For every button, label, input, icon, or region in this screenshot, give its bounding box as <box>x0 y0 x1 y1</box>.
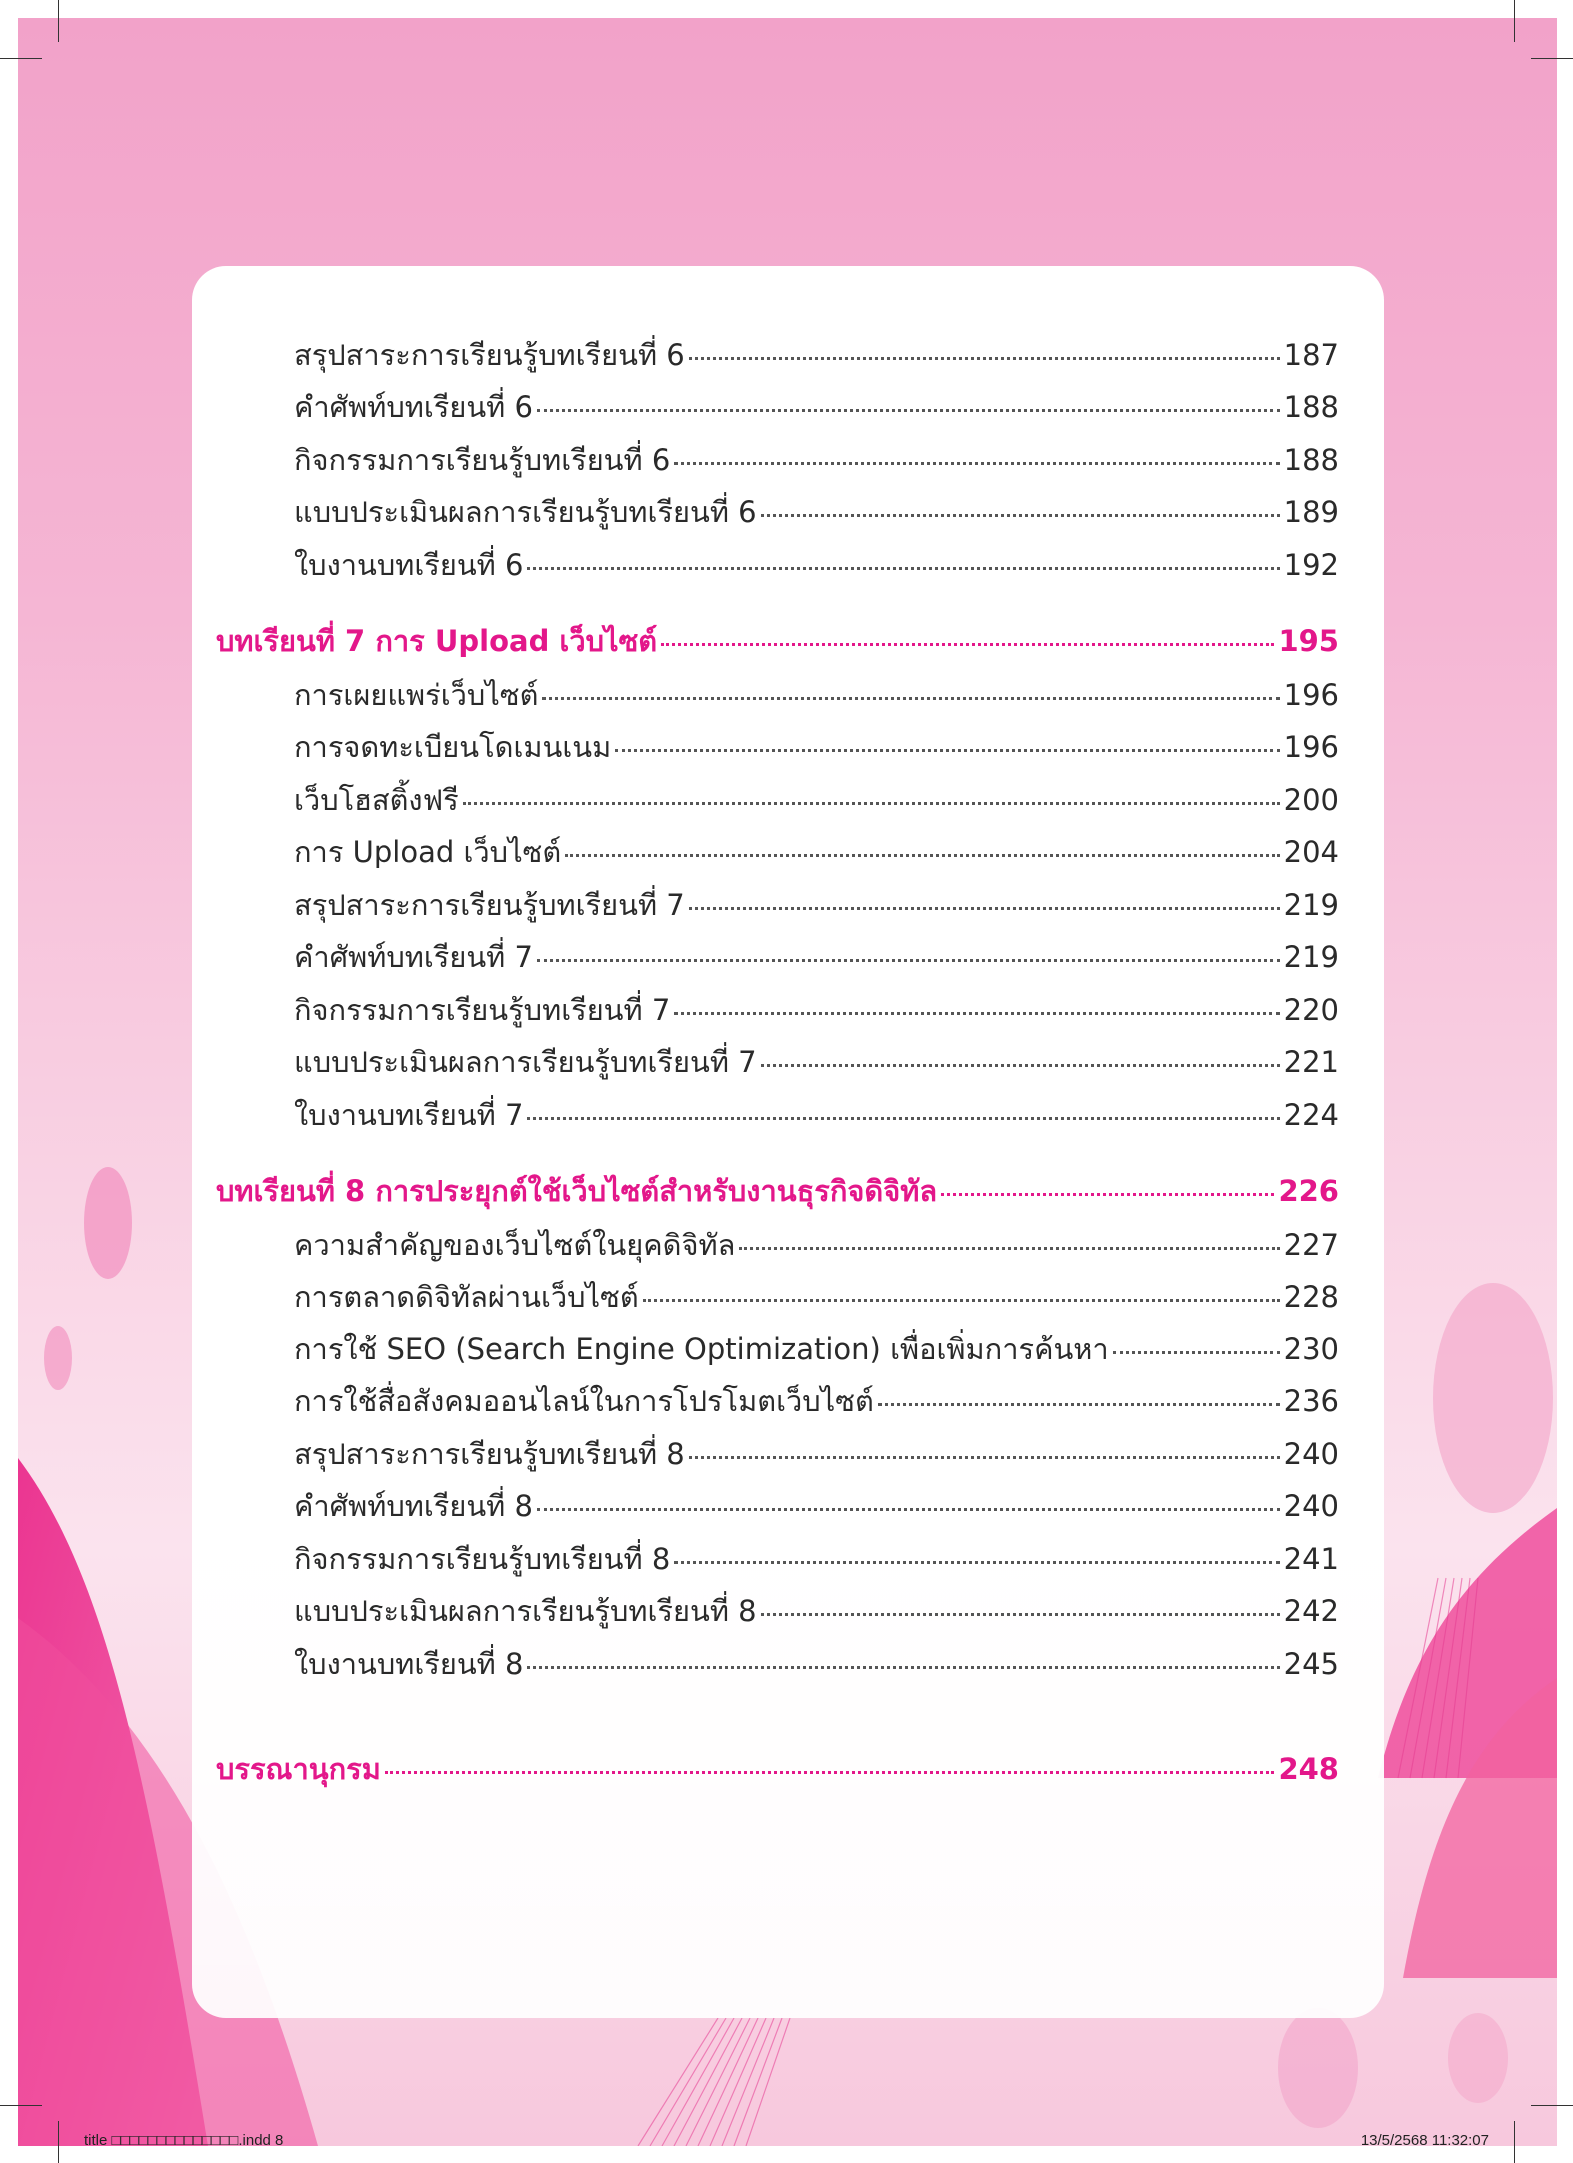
crop-mark <box>1514 2121 1515 2163</box>
dot-leader <box>643 1299 1280 1302</box>
toc-card <box>192 266 1384 2018</box>
print-slug-timestamp: 13/5/2568 11:32:07 <box>1360 2132 1489 2149</box>
toc-entry-page: 188 <box>1283 443 1339 477</box>
toc-entry-page: 228 <box>1283 1280 1339 1314</box>
toc-entry-title: การใช้ SEO (Search Engine Optimization) เพื่อเพิ่มการค้นหา <box>294 1332 1109 1366</box>
toc-entry-page: 219 <box>1283 888 1339 922</box>
toc-entry[interactable] <box>294 672 1339 718</box>
dot-leader <box>565 854 1279 857</box>
toc-entry-title: สรุปสาระการเรียนรู้บทเรียนที่ 7 <box>294 888 685 922</box>
toc-entry[interactable] <box>294 437 1339 483</box>
crop-mark <box>1514 0 1515 42</box>
toc-entry-page: 241 <box>1283 1542 1339 1576</box>
toc-entry[interactable] <box>294 987 1339 1033</box>
toc-entry[interactable] <box>294 1378 1339 1424</box>
dot-leader <box>878 1403 1280 1406</box>
toc-entry-page: 189 <box>1283 495 1339 529</box>
dot-leader <box>615 749 1279 752</box>
toc-entry[interactable] <box>294 1483 1339 1529</box>
toc-entry-page: 236 <box>1283 1384 1339 1418</box>
dot-leader <box>674 462 1279 465</box>
toc-entry-title: เว็บโฮสติ้งฟรี <box>294 783 459 817</box>
dot-leader <box>689 1456 1280 1459</box>
dot-leader <box>689 907 1280 910</box>
toc-entry-page: 196 <box>1283 730 1339 764</box>
dot-leader <box>537 1508 1280 1511</box>
crop-mark <box>1531 2105 1573 2106</box>
toc-chapter-title: บทเรียนที่ 8 การประยุกต์ใช้เว็บไซต์สำหรับงานธุรกิจดิจิทัล <box>216 1174 938 1208</box>
toc-entry[interactable] <box>294 777 1339 823</box>
toc-entry[interactable] <box>294 1039 1339 1085</box>
toc-entry-title: แบบประเมินผลการเรียนรู้บทเรียนที่ 6 <box>294 495 757 529</box>
dot-leader <box>761 1613 1280 1616</box>
toc-entry-title: แบบประเมินผลการเรียนรู้บทเรียนที่ 7 <box>294 1045 757 1079</box>
toc-entry[interactable] <box>294 542 1339 588</box>
toc-entry-title: การจดทะเบียนโดเมนเนม <box>294 730 612 764</box>
toc-entry-title: ใบงานบทเรียนที่ 6 <box>294 548 524 582</box>
toc-entry-title: คำศัพท์บทเรียนที่ 7 <box>294 940 533 974</box>
toc-entry[interactable] <box>294 934 1339 980</box>
toc-entry-page: 188 <box>1283 390 1339 424</box>
toc-entry[interactable] <box>294 384 1339 430</box>
toc-entry-page: 224 <box>1283 1098 1339 1132</box>
dot-leader <box>739 1247 1279 1250</box>
toc-entry-title: สรุปสาระการเรียนรู้บทเรียนที่ 6 <box>294 338 685 372</box>
toc-chapter-title: บทเรียนที่ 7 การ Upload เว็บไซต์ <box>216 624 658 658</box>
toc-entry-page: 192 <box>1283 548 1339 582</box>
toc-entry[interactable] <box>294 1222 1339 1268</box>
toc-entry-page: 242 <box>1283 1594 1339 1628</box>
toc-entry-page: 220 <box>1283 993 1339 1027</box>
toc-entry-page: 204 <box>1283 835 1339 869</box>
dot-leader <box>689 357 1280 360</box>
toc-entry[interactable] <box>294 1536 1339 1582</box>
dot-leader <box>1113 1351 1280 1354</box>
dot-leader <box>941 1193 1274 1196</box>
toc-entry-page: 200 <box>1283 783 1339 817</box>
toc-entry-title: แบบประเมินผลการเรียนรู้บทเรียนที่ 8 <box>294 1594 757 1628</box>
toc-entry-title: ใบงานบทเรียนที่ 8 <box>294 1647 524 1681</box>
toc-entry-page: 245 <box>1283 1647 1339 1681</box>
dot-leader <box>385 1771 1275 1774</box>
toc-entry-title: สรุปสาระการเรียนรู้บทเรียนที่ 8 <box>294 1437 685 1471</box>
dot-leader <box>537 409 1280 412</box>
dot-leader <box>661 643 1274 646</box>
toc-entry-page: 230 <box>1283 1332 1339 1366</box>
dot-leader <box>761 1064 1280 1067</box>
toc-entry[interactable] <box>294 489 1339 535</box>
dot-leader <box>537 959 1280 962</box>
dot-leader <box>674 1012 1279 1015</box>
toc-entry[interactable] <box>294 1588 1339 1634</box>
toc-entry[interactable] <box>294 1092 1339 1138</box>
crop-mark <box>58 0 59 42</box>
toc-entry-page: 240 <box>1283 1489 1339 1523</box>
toc-entry[interactable] <box>294 1431 1339 1477</box>
dot-leader <box>463 802 1280 805</box>
crop-mark <box>0 58 42 59</box>
toc-entry[interactable] <box>294 1641 1339 1687</box>
toc-entry-title: กิจกรรมการเรียนรู้บทเรียนที่ 6 <box>294 443 671 477</box>
toc-entry-page: 219 <box>1283 940 1339 974</box>
toc-entry-page: 187 <box>1283 338 1339 372</box>
toc-entry-title: การเผยแพร่เว็บไซต์ <box>294 678 539 712</box>
toc-entry-page: 196 <box>1283 678 1339 712</box>
toc-chapter-page: 195 <box>1278 624 1339 658</box>
toc-entry-page: 221 <box>1283 1045 1339 1079</box>
dot-leader <box>527 567 1279 570</box>
dot-leader <box>527 1666 1279 1669</box>
toc-chapter-title: บรรณานุกรม <box>216 1752 381 1786</box>
toc-entry[interactable] <box>294 1274 1339 1320</box>
toc-entry[interactable] <box>294 882 1339 928</box>
toc-entry-title: การตลาดดิจิทัลผ่านเว็บไซต์ <box>294 1280 639 1314</box>
toc-entry[interactable] <box>294 332 1339 378</box>
toc-entry-title: คำศัพท์บทเรียนที่ 8 <box>294 1489 533 1523</box>
toc-chapter-lesson-7[interactable] <box>216 618 1339 664</box>
toc-entry[interactable] <box>294 724 1339 770</box>
toc-entry-title: ความสำคัญของเว็บไซต์ในยุคดิจิทัล <box>294 1228 736 1262</box>
dot-leader <box>527 1117 1279 1120</box>
toc-entry[interactable] <box>294 1326 1339 1372</box>
dot-leader <box>674 1561 1279 1564</box>
dot-leader <box>761 514 1280 517</box>
toc-entry-page: 227 <box>1283 1228 1339 1262</box>
toc-chapter-page: 248 <box>1278 1752 1339 1786</box>
toc-entry-title: คำศัพท์บทเรียนที่ 6 <box>294 390 533 424</box>
toc-bibliography[interactable] <box>216 1746 1339 1792</box>
toc-entry-title: ใบงานบทเรียนที่ 7 <box>294 1098 524 1132</box>
toc-entry-title: กิจกรรมการเรียนรู้บทเรียนที่ 7 <box>294 993 671 1027</box>
toc-entry-title: กิจกรรมการเรียนรู้บทเรียนที่ 8 <box>294 1542 671 1576</box>
toc-entry[interactable] <box>294 829 1339 875</box>
toc-entry-page: 240 <box>1283 1437 1339 1471</box>
print-slug-filename: title □□□□□□□□□□□□□□.indd 8 <box>84 2132 284 2149</box>
table-of-contents <box>192 266 1384 2018</box>
crop-mark <box>1531 58 1573 59</box>
dot-leader <box>542 697 1279 700</box>
crop-mark <box>0 2105 42 2106</box>
toc-entry-title: การใช้สื่อสังคมออนไลน์ในการโปรโมตเว็บไซต์ <box>294 1384 874 1418</box>
toc-chapter-page: 226 <box>1278 1174 1339 1208</box>
toc-chapter-lesson-8[interactable] <box>216 1168 1339 1214</box>
crop-mark <box>58 2121 59 2163</box>
toc-entry-title: การ Upload เว็บไซต์ <box>294 835 562 869</box>
